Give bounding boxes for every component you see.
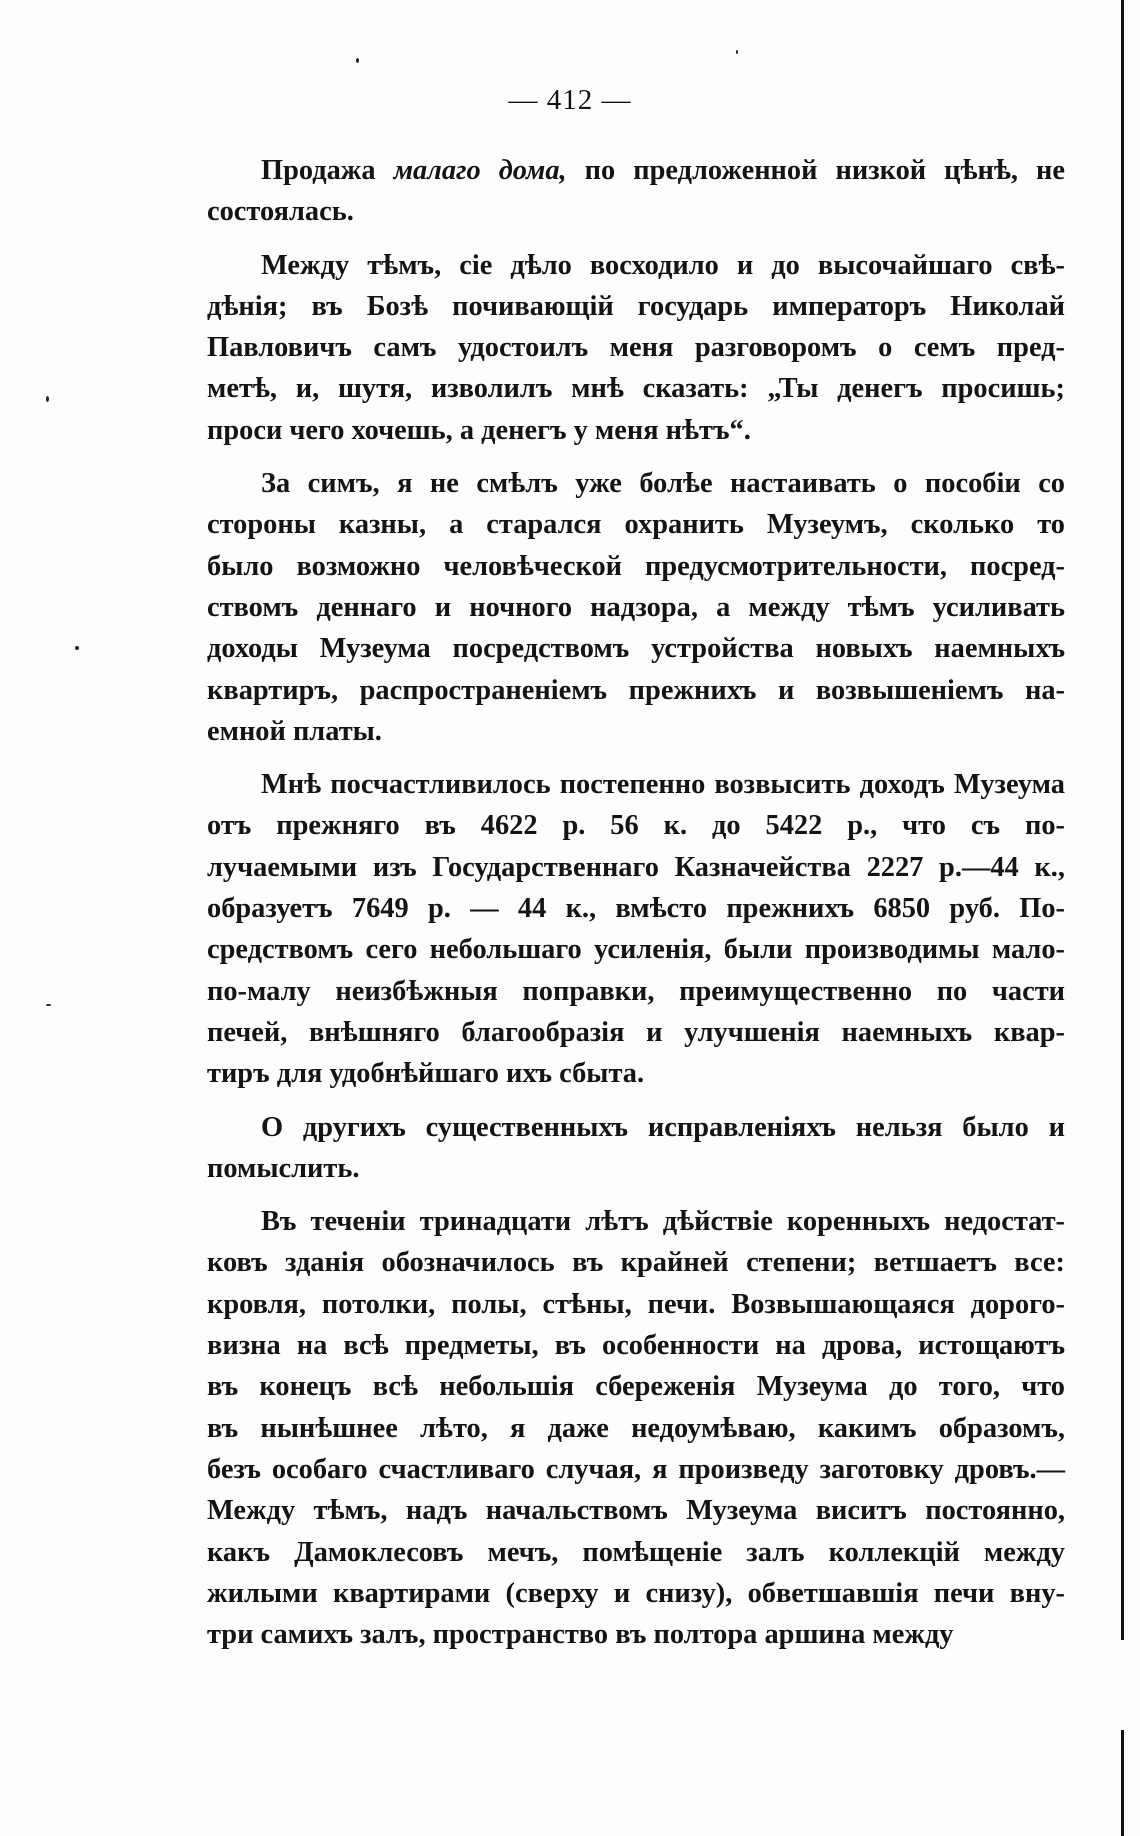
text-line: Павловичъ самъ удостоилъ меня разговоромъ о семъ пред- — [207, 332, 1065, 364]
text-line: средствомъ сего небольшаго усиленія, были производимы мало- — [207, 934, 1065, 966]
text-line: печей, внѣшняго благообразія и улучшенія наемныхъ квар- — [207, 1016, 1065, 1048]
text-line: помыслить. — [207, 1152, 360, 1184]
paragraph — [207, 150, 1065, 233]
text-line: по-малу неизбѣжныя поправки, преимущественно по части — [207, 975, 1065, 1007]
text-line: Между тѣмъ, надъ начальствомъ Музеума виситъ постоянно, — [207, 1495, 1065, 1527]
text-line: Въ теченіи тринадцати лѣтъ дѣйствіе коренныхъ недостат- — [261, 1206, 1065, 1238]
text-line: въ нынѣшнее лѣто, я даже недоумѣваю, какимъ образомъ, — [207, 1412, 1065, 1444]
scan-speck — [736, 50, 738, 54]
text-line: было возможно человѣческой предусмотрительности, посред- — [207, 550, 1065, 582]
text-line: въ конецъ всѣ небольшія сбереженія Музеума до того, что — [207, 1371, 1065, 1403]
paragraph-gap — [207, 451, 1065, 463]
text-line: Мнѣ посчастливилось постепенно возвысить доходъ Музеума — [261, 769, 1065, 801]
scan-speck — [46, 1004, 51, 1006]
text-line: кровля, потолки, полы, стѣны, печи. Возвышающаяся дорого- — [207, 1288, 1065, 1320]
text-line: стороны казны, а старался охранить Музеумъ, сколько то — [207, 509, 1065, 541]
text-line: отъ прежняго въ 4622 р. 56 к. до 5422 р., что съ по- — [207, 810, 1065, 842]
scan-speck — [75, 646, 79, 650]
text-line: ствомъ деннаго и ночного надзора, а между тѣмъ усиливать — [207, 591, 1065, 623]
text-line: образуетъ 7649 р. — 44 к., вмѣсто прежнихъ 6850 руб. По- — [207, 893, 1065, 925]
scan-speck — [46, 396, 49, 402]
text-line: Между тѣмъ, сіе дѣло восходило и до высочайшаго свѣ- — [261, 249, 1065, 281]
paragraph-gap — [207, 1189, 1065, 1201]
text-line: какъ Дамоклесовъ мечъ, помѣщеніе залъ коллекцій между — [207, 1536, 1065, 1568]
page-number: — 412 — — [508, 84, 632, 116]
text-line: ковъ зданія обозначилось въ крайней степени; ветшаетъ все: — [207, 1247, 1065, 1279]
text-line: емной платы. — [207, 715, 382, 747]
paragraph — [207, 1107, 1065, 1190]
page-spine-edge — [1121, 0, 1124, 1836]
text-line: О другихъ существенныхъ исправленіяхъ нельзя было и — [261, 1111, 1065, 1143]
body-text — [207, 150, 1065, 1655]
text-line: метѣ, и, шутя, изволилъ мнѣ сказать: „Ты денегъ просишь; — [207, 373, 1065, 405]
paragraph — [207, 764, 1065, 1094]
text-line: состоялась. — [207, 196, 354, 228]
text-line: Продажа малаго дома, по предложенной низкой цѣнѣ, не — [261, 155, 1066, 186]
text-line: доходы Музеума посредствомъ устройства новыхъ наемныхъ — [207, 633, 1065, 665]
paragraph-gap — [207, 1095, 1065, 1107]
text-line: безъ особаго счастливаго случая, я произведу заготовку дровъ.— — [207, 1453, 1065, 1485]
italic-phrase: малаго дома, — [393, 155, 567, 186]
text-line: квартиръ, распространеніемъ прежнихъ и возвышеніемъ на- — [207, 674, 1065, 706]
paragraph — [207, 463, 1065, 752]
text-line: лучаемыми изъ Государственнаго Казначейства 2227 р.—44 к., — [207, 851, 1065, 883]
paragraph-gap — [207, 233, 1065, 245]
scan-speck — [356, 58, 359, 63]
text-line: тиръ для удобнѣйшаго ихъ сбыта. — [207, 1058, 645, 1090]
paragraph — [207, 245, 1065, 451]
text-line: визна на всѣ предметы, въ особенности на дрова, истощаютъ — [207, 1330, 1065, 1362]
paragraph-gap — [207, 752, 1065, 764]
text-line: дѣнія; въ Бозѣ почивающій государь императоръ Николай — [207, 290, 1065, 322]
text-line: жилыми квартирами (сверху и снизу), обветшавшія печи вну- — [207, 1577, 1065, 1609]
text-line: три самихъ залъ, пространство въ полтора аршина между — [207, 1619, 954, 1651]
spine-gap — [1118, 1640, 1128, 1730]
text-line: За симъ, я не смѣлъ уже болѣе настаивать о пособіи со — [261, 468, 1065, 500]
text-line: проси чего хочешь, а денегъ у меня нѣтъ“. — [207, 414, 751, 446]
paragraph — [207, 1201, 1065, 1655]
